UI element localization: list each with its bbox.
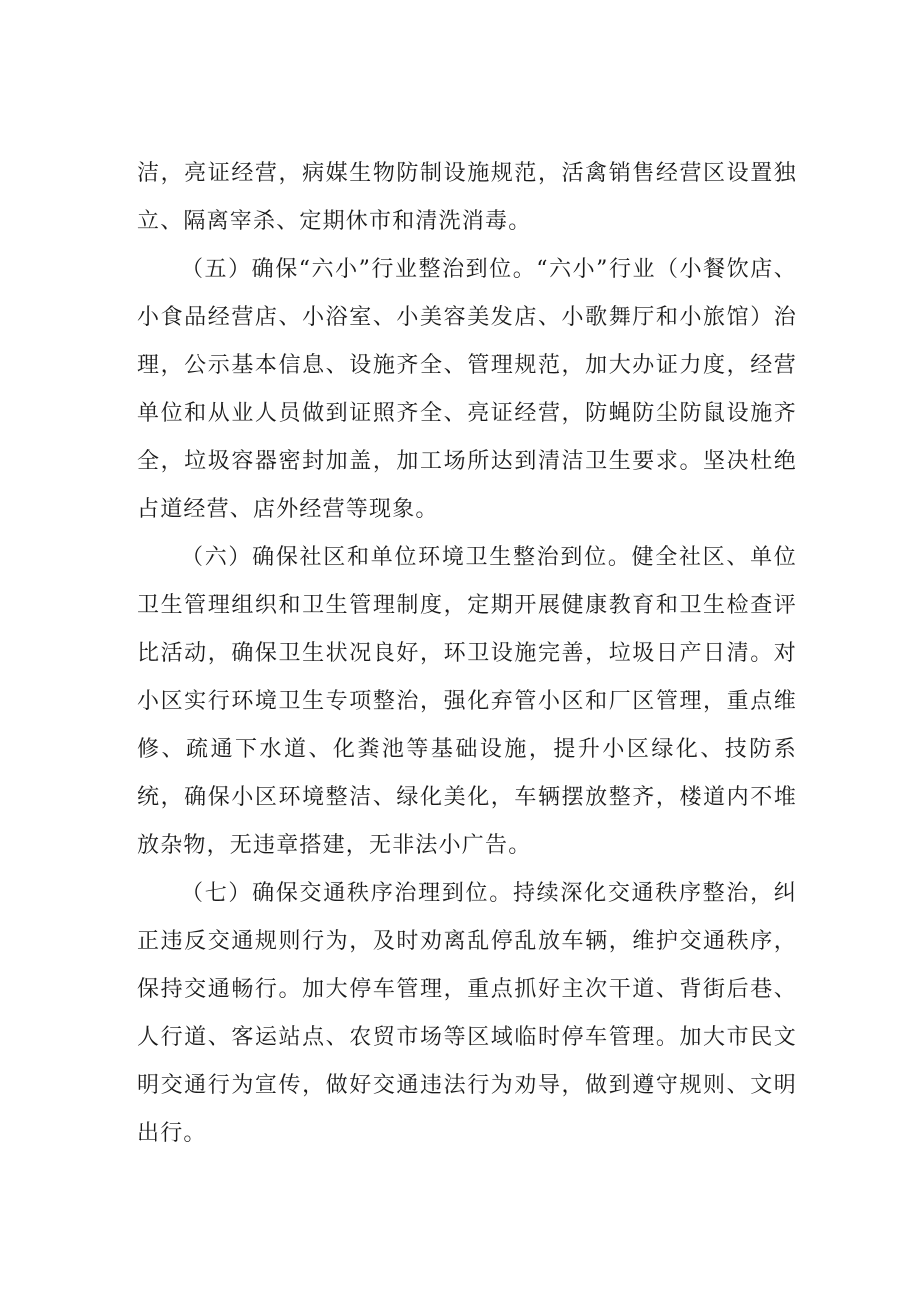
paragraph-section-5: （五）确保“六小”行业整治到位。“六小”行业（小餐饮店、小食品经营店、小浴室、小美容美发店、小歌舞厅和小旅馆）治理，公示基本信息、设施齐全、管理规范，加大办证力度，经营单位和从业人员做到证照齐全、亮证经营，防蝇防尘防鼠设施齐全，垃圾容器密封加盖，加工场所达到清洁卫生要求。坚决杜绝占道经营、店外经营等现象。 — [137, 257, 797, 522]
document-body — [137, 150, 797, 1158]
paragraph-section-7: （七）确保交通秩序治理到位。持续深化交通秩序整治，纠正违反交通规则行为，及时劝离乱停乱放车辆，维护交通秩序，保持交通畅行。加大停车管理，重点抓好主次干道、背街后巷、人行道、客运站点、农贸市场等区域临时停车管理。加大市民文明交通行为宣传，做好交通违法行为劝导，做到遵守规则、文明出行。 — [137, 881, 797, 1146]
paragraph-continued: 洁，亮证经营，病媒生物防制设施规范，活禽销售经营区设置独立、隔离宰杀、定期休市和清洗消毒。 — [137, 161, 797, 234]
paragraph-section-6: （六）确保社区和单位环境卫生整治到位。健全社区、单位卫生管理组织和卫生管理制度，定期开展健康教育和卫生检查评比活动，确保卫生状况良好，环卫设施完善，垃圾日产日清。对小区实行环境卫生专项整治，强化弃管小区和厂区管理，重点维修、疏通下水道、化粪池等基础设施，提升小区绿化、技防系统，确保小区环境整洁、绿化美化，车辆摆放整齐，楼道内不堆放杂物，无违章搭建，无非法小广告。 — [137, 545, 797, 858]
